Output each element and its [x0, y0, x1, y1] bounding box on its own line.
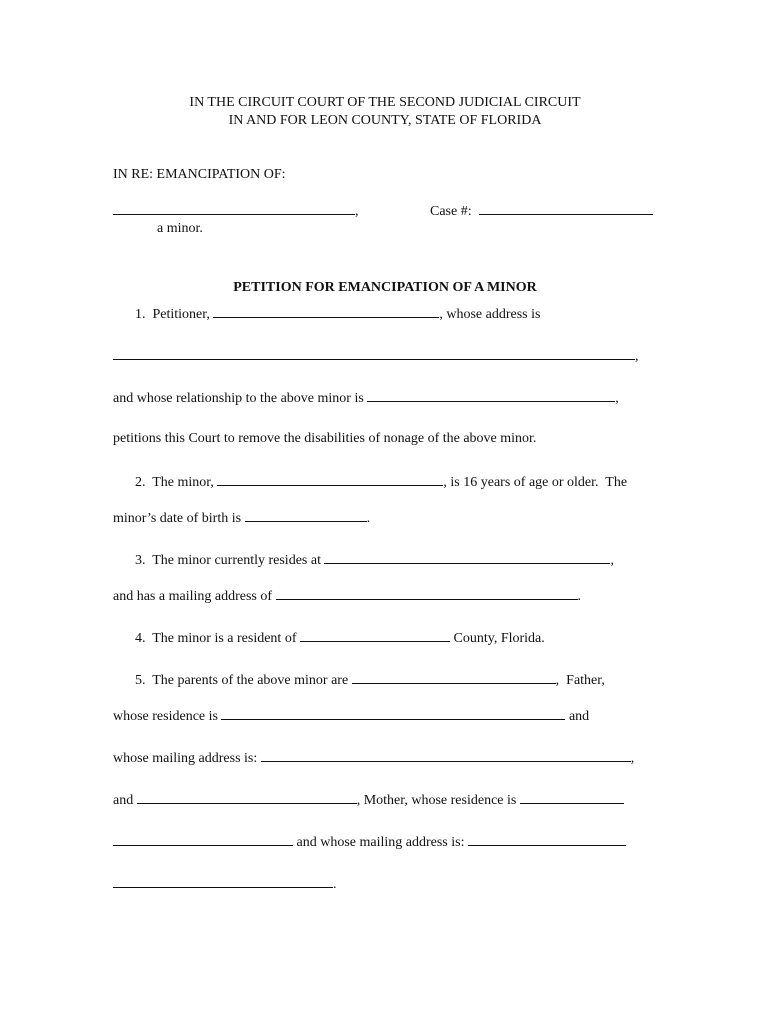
para3-comma: ,	[610, 553, 614, 568]
para1-address-text: , whose address is	[439, 307, 541, 322]
minor-name-blank[interactable]	[113, 201, 355, 215]
minor-mailing-blank[interactable]	[276, 586, 578, 600]
in-re-label: IN RE: EMANCIPATION OF:	[113, 167, 286, 182]
minor-name-row	[113, 201, 359, 221]
mother-mailing-blank-1[interactable]	[468, 832, 626, 846]
petition-title: PETITION FOR EMANCIPATION OF A MINOR	[233, 280, 537, 295]
para3-line1	[135, 550, 614, 570]
father-residence-blank[interactable]	[221, 706, 565, 720]
father-mailing-comma: ,	[630, 751, 635, 766]
a-minor-label: a minor.	[157, 221, 203, 236]
para1-lead: 1. Petitioner,	[135, 307, 210, 322]
dob-period: .	[366, 511, 371, 526]
mother-mailing-blank-2[interactable]	[113, 874, 333, 888]
para2-line1	[135, 472, 627, 492]
case-number-row	[430, 201, 653, 221]
father-text: , Father,	[555, 673, 605, 688]
minor-mailing-text: and has a mailing address of	[113, 589, 273, 604]
and-text-1: and	[568, 709, 590, 724]
minor-name-2-blank[interactable]	[217, 472, 443, 486]
mother-text: , Mother, whose residence is	[356, 793, 517, 808]
relationship-blank[interactable]	[367, 388, 615, 402]
father-mailing-text: whose mailing address is:	[113, 751, 258, 766]
para5-line1	[135, 670, 605, 690]
para4-lead: 4. The minor is a resident of	[135, 631, 297, 646]
para2-line2	[113, 508, 370, 528]
para5-line3	[113, 748, 634, 768]
father-name-blank[interactable]	[352, 670, 556, 684]
petitioner-address-blank[interactable]	[113, 346, 635, 360]
father-mailing-blank[interactable]	[261, 748, 631, 762]
para2-lead: 2. The minor,	[135, 475, 214, 490]
para1-line3	[113, 388, 619, 408]
minor-residence-blank[interactable]	[324, 550, 610, 564]
para2-age-text: , is 16 years of age or older. The	[443, 475, 628, 490]
mother-residence-blank-2[interactable]	[113, 832, 293, 846]
county-blank[interactable]	[300, 628, 450, 642]
para3-lead: 3. The minor currently resides at	[135, 553, 321, 568]
mother-residence-blank-1[interactable]	[520, 790, 624, 804]
para4-line1	[135, 628, 545, 648]
para5-line6	[113, 874, 337, 894]
para5-line4	[113, 790, 624, 810]
para3-period: .	[577, 589, 582, 604]
relationship-text: and whose relationship to the above minor is	[113, 391, 364, 406]
minor-name-comma: ,	[355, 204, 359, 219]
para3-line2	[113, 586, 581, 606]
para5-line2	[113, 706, 589, 726]
mother-mailing-text: and whose mailing address is:	[296, 835, 465, 850]
para1-line1	[135, 304, 540, 324]
petitioner-name-blank[interactable]	[213, 304, 439, 318]
para5-lead: 5. The parents of the above minor are	[135, 673, 349, 688]
court-line-1: IN THE CIRCUIT COURT OF THE SECOND JUDICIAL CIRCUIT	[189, 95, 581, 110]
dob-text: minor’s date of birth is	[113, 511, 242, 526]
mother-name-blank[interactable]	[137, 790, 357, 804]
para5-line5	[113, 832, 626, 852]
and-text-2: and	[113, 793, 134, 808]
county-text: County, Florida.	[453, 631, 545, 646]
case-number-label: Case #:	[430, 204, 472, 219]
case-number-blank[interactable]	[479, 201, 653, 215]
dob-blank[interactable]	[245, 508, 367, 522]
para1-line2	[113, 346, 639, 366]
para1-petitions: petitions this Court to remove the disabilities of nonage of the above minor.	[113, 431, 537, 446]
father-residence-text: whose residence is	[113, 709, 218, 724]
final-period: .	[333, 877, 337, 892]
para1-comma: ,	[635, 349, 639, 364]
relationship-comma: ,	[615, 391, 619, 406]
court-line-2: IN AND FOR LEON COUNTY, STATE OF FLORIDA	[228, 113, 542, 128]
